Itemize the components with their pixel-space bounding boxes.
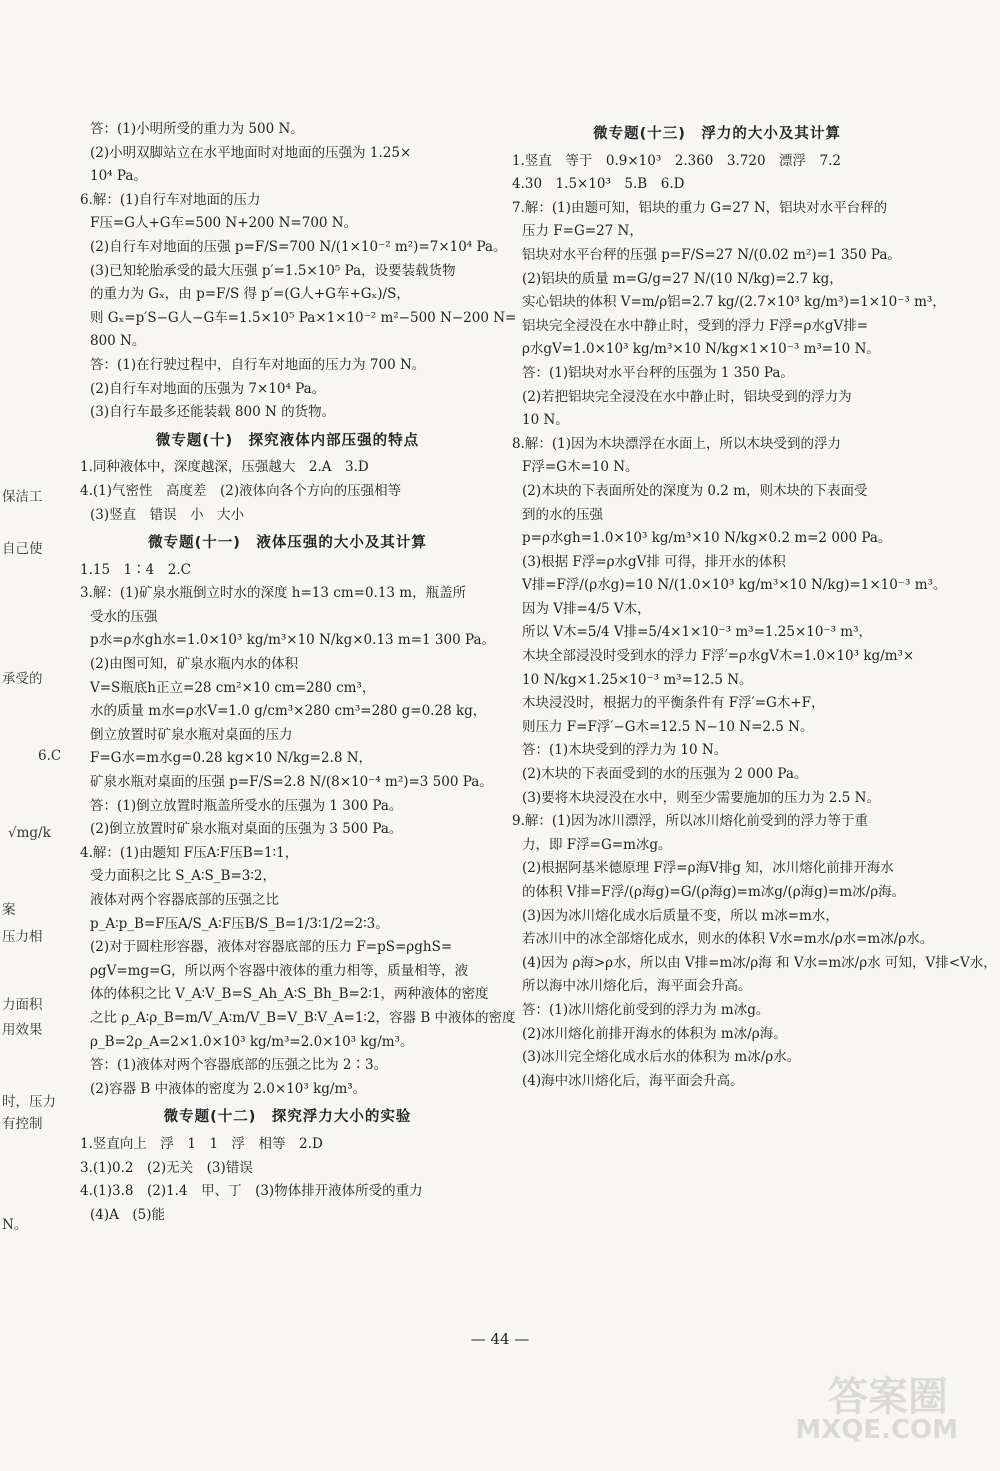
answer-line: 800 N。 bbox=[90, 333, 146, 350]
gutter-fragment: 6.C bbox=[38, 748, 62, 764]
answer-line: p_A∶p_B=F压A/S_A∶F压B/S_B=1/3∶1/2=2∶3。 bbox=[90, 915, 389, 932]
answer-line: 答：(1)冰川熔化前受到的浮力为 m冰g。 bbox=[522, 1001, 770, 1018]
answer-line: (3)要将木块浸没在水中，则至少需要施加的压力为 2.5 N。 bbox=[522, 789, 880, 806]
answer-line: (2)倒立放置时矿泉水瓶对桌面的压强为 3 500 Pa。 bbox=[90, 821, 403, 838]
answer-line: 1.15 1∶4 2.C bbox=[80, 561, 191, 578]
answer-line: (4)因为 ρ海>ρ水，所以由 V排=m冰/ρ海 和 V水=m冰/ρ水 可知，V排<V水， bbox=[522, 954, 997, 971]
answer-line: 水的质量 m水=ρ水V=1.0 g/cm³×280 cm³=280 g=0.28 kg， bbox=[90, 703, 487, 720]
answer-line: 4.解：(1)由题知 F压A∶F压B=1∶1， bbox=[80, 844, 299, 861]
answer-line: ρgV=mg=G，所以两个容器中液体的重力相等，质量相等，液 bbox=[90, 962, 469, 979]
answer-line: 倒立放置时矿泉水瓶对桌面的压力 bbox=[90, 726, 293, 743]
answer-line: (3)竖直 错误 小 大小 bbox=[90, 506, 245, 523]
answer-line: 4.(1)3.8 (2)1.4 甲、丁 (3)物体排开液体所受的重力 bbox=[80, 1183, 423, 1200]
answer-line: 若冰川中的冰全部熔化成水，则水的体积 V水=m水/ρ水=m冰/ρ水。 bbox=[522, 931, 934, 948]
answer-line: (3)因为冰川熔化成水后质量不变，所以 m冰=m水， bbox=[522, 907, 839, 924]
watermark-logo: 答案圈 bbox=[828, 1374, 948, 1420]
answer-line: 3.解：(1)矿泉水瓶倒立时水的深度 h=13 cm=0.13 m，瓶盖所 bbox=[80, 585, 467, 602]
gutter-fragment: 用效果 bbox=[2, 1022, 43, 1038]
answer-line: (2)对于圆柱形容器，液体对容器底部的压力 F=pS=ρghS= bbox=[90, 939, 453, 956]
section-title: 微专题(十三) 浮力的大小及其计算 bbox=[593, 126, 841, 142]
gutter-fragment: 有控制 bbox=[2, 1116, 43, 1132]
answer-line: 的体积 V排=F浮/(ρ海g)=G/(ρ海g)=m冰g/(ρ海g)=m冰/ρ海。 bbox=[522, 884, 906, 900]
answer-line: (2)小明双脚站立在水平地面时对地面的压强为 1.25× bbox=[90, 144, 412, 161]
answer-line: 受力面积之比 S_A∶S_B=3∶2， bbox=[90, 868, 276, 885]
gutter-fragment: 承受的 bbox=[2, 671, 43, 687]
answer-line: 7.解：(1)由题可知，铝块的重力 G=27 N，铝块对水平台秤的 bbox=[512, 199, 888, 216]
answer-line: 的重力为 Gₓ，由 p=F/S 得 p′=(G人+G车+Gₓ)/S， bbox=[90, 286, 410, 303]
answer-line: 则 Gₓ=p′S−G人−G车=1.5×10⁵ Pa×1×10⁻² m²−500 N−200 N= bbox=[90, 309, 517, 326]
answer-line: 液体对两个容器底部的压强之比 bbox=[90, 892, 279, 908]
answer-line: 压力 F=G=27 N， bbox=[522, 223, 643, 240]
section-title: 微专题(十) 探究液体内部压强的特点 bbox=[155, 432, 420, 449]
answer-line: 受水的压强 bbox=[90, 608, 158, 625]
gutter-fragment: 时，压力 bbox=[2, 1094, 56, 1110]
answer-line: (2)木块的下表面受到的水的压强为 2 000 Pa。 bbox=[522, 766, 808, 783]
watermark-url: MXQE.COM bbox=[795, 1415, 958, 1445]
answer-line: 9.解：(1)因为冰川漂浮，所以冰川熔化前受到的浮力等于重 bbox=[512, 813, 869, 830]
answer-line: 10 N。 bbox=[522, 412, 569, 429]
answer-line: V排=F浮/(ρ水g)=10 N/(1.0×10³ kg/m³×10 N/kg)=1×10⁻³ m³。 bbox=[522, 577, 947, 594]
answer-line: (3)自行车最多还能装载 800 N 的货物。 bbox=[90, 404, 336, 421]
section-title: 微专题(十一) 液体压强的大小及其计算 bbox=[148, 535, 427, 552]
answer-line: 4.(1)气密性 高度差 (2)液体向各个方向的压强相等 bbox=[80, 482, 402, 499]
answer-line: 答：(1)在行驶过程中，自行车对地面的压力为 700 N。 bbox=[90, 356, 426, 373]
gutter-fragment: 案 bbox=[2, 902, 16, 918]
answer-line: ρ水gV=1.0×10³ kg/m³×10 N/kg×1×10⁻³ m³=10 N。 bbox=[522, 341, 880, 358]
answer-line: (3)冰川完全熔化成水后水的体积为 m冰/ρ水。 bbox=[522, 1049, 801, 1066]
answer-line: F压=G人+G车=500 N+200 N=700 N。 bbox=[90, 215, 358, 232]
gutter-fragment: 压力相 bbox=[2, 929, 43, 945]
answer-line: 实心铝块的体积 V=m/ρ铝=2.7 kg/(2.7×10³ kg/m³)=1×10⁻³ m³， bbox=[522, 294, 946, 311]
answer-line: 答：(1)小明所受的重力为 500 N。 bbox=[90, 121, 304, 137]
answer-line: 木块浸没时，根据力的平衡条件有 F浮′=G木+F， bbox=[522, 695, 825, 712]
answer-line: 答：(1)铝块对水平台秤的压强为 1 350 Pa。 bbox=[522, 364, 794, 381]
answer-line: 10 N/kg×1.25×10⁻³ m³=12.5 N。 bbox=[522, 671, 753, 688]
answer-line: p水=ρ水gh水=1.0×10³ kg/m³×10 N/kg×0.13 m=1 300 Pa。 bbox=[90, 632, 495, 649]
answer-line: F=G水=m水g=0.28 kg×10 N/kg=2.8 N， bbox=[90, 750, 373, 767]
answer-line: 1.竖直向上 浮 1 1 浮 相等 2.D bbox=[80, 1135, 323, 1152]
answer-line: 之比 ρ_A∶ρ_B=m/V_A∶m/V_B=V_B∶V_A=1∶2，容器 B 中液体的密度 bbox=[90, 1009, 516, 1026]
answer-line: 力，即 F浮=G=m冰g。 bbox=[522, 836, 672, 853]
answer-line: 铝块完全浸没在水中静止时，受到的浮力 F浮=ρ水gV排= bbox=[522, 317, 869, 334]
answer-line: 6.解：(1)自行车对地面的压力 bbox=[80, 191, 261, 208]
answer-line: (2)根据阿基米德原理 F浮=ρ海V排g 知，冰川熔化前排开海水 bbox=[522, 860, 894, 877]
answer-line: 10⁴ Pa。 bbox=[90, 168, 147, 185]
answer-line: 答：(1)木块受到的浮力为 10 N。 bbox=[522, 742, 728, 759]
answer-line: 所以 V木=5/4 V排=5/4×1×10⁻³ m³=1.25×10⁻³ m³， bbox=[522, 624, 872, 641]
gutter-fragment: √mg/k bbox=[8, 825, 51, 841]
watermark bbox=[788, 1365, 968, 1445]
answer-line: (2)冰川熔化前排开海水的体积为 m冰/ρ海。 bbox=[522, 1025, 787, 1042]
answer-line: (4)A (5)能 bbox=[90, 1206, 165, 1223]
answer-line: (2)若把铝块完全浸没在水中静止时，铝块受到的浮力为 bbox=[522, 388, 852, 405]
answer-line: 8.解：(1)因为木块漂浮在水面上，所以木块受到的浮力 bbox=[512, 435, 842, 452]
answer-line: 所以海中冰川熔化后，海平面会升高。 bbox=[522, 978, 752, 995]
answer-line: 4.30 1.5×10³ 5.B 6.D bbox=[512, 176, 685, 193]
answer-line: (3)根据 F浮=ρ水gV排 可得，排开水的体积 bbox=[522, 553, 786, 570]
answer-line: (4)海中冰川熔化后，海平面会升高。 bbox=[522, 1072, 744, 1089]
answer-line: (2)自行车对地面的压强 p=F/S=700 N/(1×10⁻² m²)=7×10⁴ Pa。 bbox=[90, 238, 507, 255]
left-column bbox=[80, 118, 517, 1227]
answer-line: V=S瓶底h正立=28 cm²×10 cm=280 cm³， bbox=[90, 679, 376, 696]
answer-line: F浮=G木=10 N。 bbox=[522, 459, 639, 476]
answer-line: 答：(1)倒立放置时瓶盖所受水的压强为 1 300 Pa。 bbox=[90, 797, 403, 814]
answer-line: 1.同种液体中，深度越深，压强越大 2.A 3.D bbox=[80, 459, 369, 476]
answer-line: 答：(1)液体对两个容器底部的压强之比为 2∶3。 bbox=[90, 1057, 388, 1074]
answer-line: (2)铝块的质量 m=G/g=27 N/(10 N/kg)=2.7 kg， bbox=[522, 270, 843, 287]
answer-line: 1.竖直 等于 0.9×10³ 2.360 3.720 漂浮 7.2 bbox=[512, 152, 842, 169]
answer-line: 则压力 F=F浮′−G木=12.5 N−10 N=2.5 N。 bbox=[522, 718, 814, 735]
answer-line: (2)由图可知，矿泉水瓶内水的体积 bbox=[90, 656, 299, 673]
section-title: 微专题(十二) 探究浮力大小的实验 bbox=[163, 1109, 412, 1126]
answer-line: 木块全部浸没时受到水的浮力 F浮′=ρ水gV木=1.0×10³ kg/m³× bbox=[522, 648, 915, 665]
gutter-fragment: 力面积 bbox=[2, 997, 43, 1013]
answer-line: 3.(1)0.2 (2)无关 (3)错误 bbox=[80, 1159, 253, 1176]
gutter-fragment: 自己使 bbox=[2, 541, 43, 557]
answer-line: ρ_B=2ρ_A=2×1.0×10³ kg/m³=2.0×10³ kg/m³。 bbox=[90, 1033, 414, 1050]
left-gutter-fragments bbox=[0, 0, 60, 1471]
gutter-fragment: N。 bbox=[2, 1217, 28, 1233]
gutter-fragment: 保洁工 bbox=[2, 489, 43, 505]
answer-line: 铝块对水平台秤的压强 p=F/S=27 N/(0.02 m²)=1 350 Pa。 bbox=[522, 246, 901, 263]
answer-line: (3)已知轮胎承受的最大压强 p′=1.5×10⁵ Pa，设要装载货物 bbox=[90, 262, 456, 279]
answer-line: 矿泉水瓶对桌面的压强 p=F/S=2.8 N/(8×10⁻⁴ m²)=3 500 Pa。 bbox=[90, 774, 493, 791]
answer-line: 到的水的压强 bbox=[522, 506, 603, 523]
answer-line: 体的体积之比 V_A∶V_B=S_Ah_A∶S_Bh_B=2∶1，两种液体的密度 bbox=[90, 986, 489, 1003]
answer-line: 因为 V排=4/5 V木， bbox=[522, 600, 651, 617]
answer-line: (2)木块的下表面所处的深度为 0.2 m，则木块的下表面受 bbox=[522, 482, 868, 499]
right-column bbox=[512, 118, 997, 1093]
answer-line: (2)自行车对地面的压强为 7×10⁴ Pa。 bbox=[90, 380, 326, 397]
page-number: — 44 — bbox=[470, 1330, 530, 1348]
answer-line: (2)容器 B 中液体的密度为 2.0×10³ kg/m³。 bbox=[90, 1080, 367, 1097]
answer-line: p=ρ水gh=1.0×10³ kg/m³×10 N/kg×0.2 m=2 000 Pa。 bbox=[522, 530, 892, 547]
